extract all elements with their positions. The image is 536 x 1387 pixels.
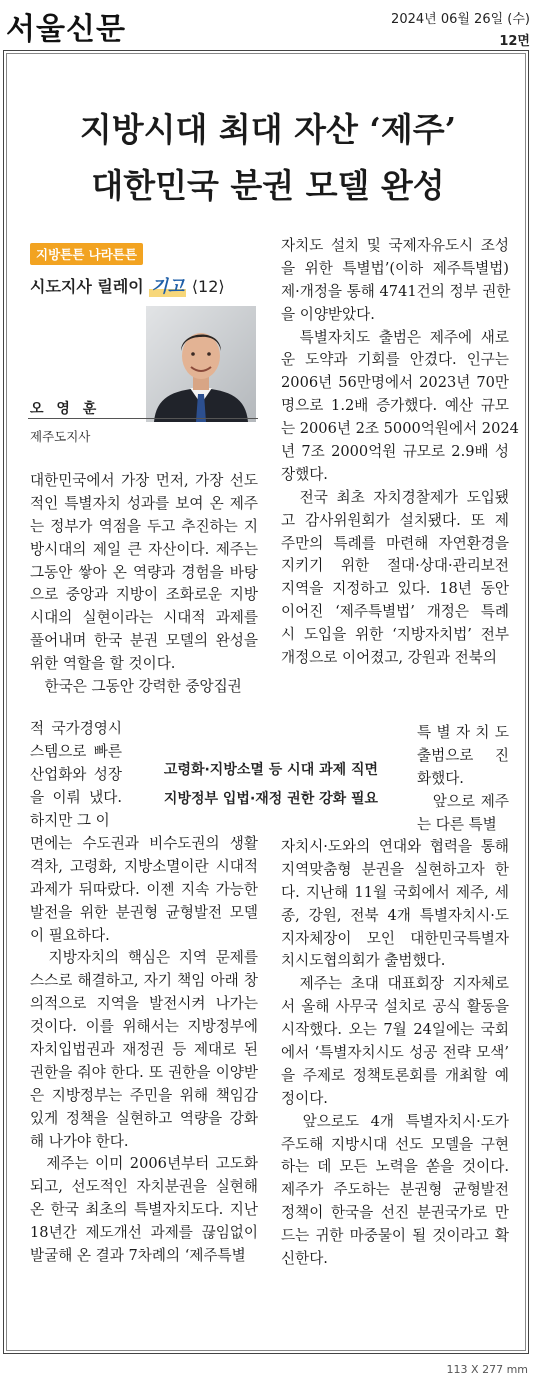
- text-line: 해 나가야 한다.: [30, 1132, 129, 1150]
- text-line: 산업화와 성장: [30, 765, 122, 783]
- text-line: 그동안 쌓아 온 역량과 경험을 바탕: [30, 563, 258, 581]
- author-name: 오 영 훈: [30, 401, 101, 417]
- text-line: 화했다.: [417, 769, 464, 787]
- text-line: 으로 중앙과 지방이 조화로운 지방: [30, 586, 258, 604]
- text-line: 스스로 해결하고, 자기 책임 아래 창: [30, 972, 258, 990]
- text-line: 이어진 ‘제주특별법’ 개정은 특례: [281, 603, 509, 621]
- author-portrait-image: [146, 306, 256, 422]
- text-line: 과제가 뒤따랐다. 이젠 지속 가능한: [30, 880, 258, 898]
- body-column-right-narrow: [417, 722, 509, 836]
- text-line: 제·개정을 통해 4741건의 정부 권한: [281, 282, 511, 300]
- newspaper-masthead: 서울신문: [6, 12, 126, 47]
- text-line: 을 이뤄 냈다.: [30, 788, 122, 806]
- text-line: 을 주제로 정책토론회를 개최할 예: [281, 1066, 509, 1084]
- text-line: 격차, 고령화, 지방소멸이란 시대적: [30, 857, 258, 875]
- text-line: 는 2006년 2조 5000억원에서 2024: [281, 420, 519, 438]
- text-line: 다. 지난해 11월 국회에서 제주, 세: [281, 883, 509, 901]
- text-line: 특 별 자 치 도: [417, 724, 509, 741]
- series-title: [30, 272, 225, 297]
- text-line: 발굴해 온 결과 7차례의 ‘제주특별: [30, 1247, 246, 1265]
- text-line: 전국 최초 자치경찰제가 도입됐: [281, 488, 509, 506]
- text-line: 시대의 실현이라는 시대적 과제를: [30, 609, 258, 627]
- text-line: 는 정부가 역점을 두고 추진하는 지: [30, 517, 258, 535]
- author-title: 제주도지사: [30, 429, 91, 444]
- text-line: 특별자치도 출범은 제주에 새로: [281, 328, 509, 346]
- text-line: 은 지방정부는 주민을 위해 책임감: [30, 1086, 258, 1104]
- author-divider: [28, 418, 258, 419]
- text-line: 의적으로 지역을 발전시켜 나가는: [30, 995, 258, 1013]
- text-line: 드는 귀한 마중물이 될 것이라고 확: [281, 1227, 509, 1245]
- text-line: 이 필요하다.: [30, 926, 110, 944]
- pull-quote: [132, 756, 410, 814]
- text-line: 자치시·도와의 연대와 협력을 통해: [281, 838, 509, 855]
- text-line: 자치입법권과 재정권 등 제대로 된: [30, 1041, 258, 1059]
- text-line: 방시대의 제일 큰 자산이다. 제주는: [30, 540, 258, 558]
- text-line: 하지만 그 이: [30, 811, 110, 829]
- text-line: 정책이 한국을 선진 분권국가로 만: [281, 1204, 509, 1222]
- text-line: 출범으로 진: [417, 746, 509, 764]
- text-line: 년 7조 2000억원 규모로 2.9배 성: [281, 443, 509, 461]
- text-line: 2006년 56만명에서 2023년 70만: [281, 374, 509, 392]
- body-column-right-upper: [281, 235, 519, 670]
- text-line: 적 국가경영시: [30, 720, 122, 737]
- text-line: 적인 특별자치 성과를 보여 온 제주: [30, 494, 258, 512]
- text-line: 면에는 수도권과 비수도권의 생활: [30, 835, 258, 852]
- text-line: 신한다.: [281, 1250, 328, 1268]
- text-line: 앞으로도 4개 특별자치시·도가: [281, 1112, 509, 1130]
- text-line: 는 다른 특별: [417, 815, 497, 833]
- text-line: 지방자치의 핵심은 지역 문제를: [30, 949, 258, 967]
- headline-line-2: 대한민국 분권 모델 완성: [91, 166, 445, 205]
- text-line: 것이다. 이를 위해서는 지방정부에: [30, 1018, 258, 1036]
- text-line: 지역맞춤형 분권을 실현하고자 한: [281, 860, 509, 878]
- headline-line-1: 지방시대 최대 자산 ‘제주’: [79, 110, 457, 149]
- text-line: 권한을 줘야 한다. 또 권한을 이양받: [30, 1063, 258, 1081]
- pull-quote-line-1: 고령화·지방소멸 등 시대 과제 직면: [163, 762, 379, 778]
- text-line: 제주가 주도하는 분권형 균형발전: [281, 1181, 509, 1199]
- text-line: 위한 역할을 할 것이다.: [30, 655, 176, 673]
- text-line: 운 도약과 기회를 안겼다. 인구는: [281, 351, 509, 369]
- series-kigo: 기고: [151, 277, 185, 297]
- text-line: 에서 ‘특별자치시도 성공 전략 모색’: [281, 1044, 509, 1062]
- text-line: 제주는 초대 대표회장 지자체로: [281, 975, 509, 993]
- body-column-right-lower: [281, 836, 509, 1271]
- text-line: 고 감사위원회가 설치됐다. 또 제: [281, 511, 509, 529]
- text-line: 18년간 제도개선 과제를 끊임없이: [30, 1224, 258, 1242]
- text-line: 명으로 1.2배 증가했다. 예산 규모: [281, 397, 509, 415]
- text-line: 온 한국 최초의 특별자치도다. 지난: [30, 1201, 258, 1219]
- text-line: 자치도 설치 및 국제자유도시 조성: [281, 237, 509, 254]
- text-line: 발전을 위한 분권형 균형발전 모델: [30, 903, 258, 921]
- text-line: 시작했다. 오는 7월 24일에는 국회: [281, 1021, 509, 1039]
- page-number: 12면: [499, 34, 530, 49]
- text-line: 장했다.: [281, 465, 328, 483]
- text-line: 한국은 그동안 강력한 중앙집권: [30, 678, 242, 696]
- text-line: 있게 정책을 실현하고 역량을 강화: [30, 1109, 258, 1127]
- text-line: 개정으로 이어졌고, 강원과 전북의: [281, 649, 497, 667]
- body-column-left-upper: [30, 470, 258, 699]
- text-line: 하는 데 모든 노력을 쏟을 것이다.: [281, 1158, 509, 1176]
- text-line: 정이다.: [281, 1089, 328, 1107]
- text-line: 지자체장이 모인 대한민국특별자: [281, 929, 509, 947]
- text-line: 대한민국에서 가장 먼저, 가장 선도: [30, 472, 258, 489]
- text-line: 을 위한 특별법’(이하 제주특별법): [281, 259, 509, 277]
- clipping-size: 113 X 277 mm: [446, 1363, 528, 1376]
- text-line: 시 도입을 위한 ‘지방자치법’ 전부: [281, 626, 509, 644]
- text-line: 되고, 선도적인 자치분권을 실현해: [30, 1178, 258, 1196]
- body-column-left-narrow: [30, 718, 122, 832]
- text-line: 스템으로 빠른: [30, 742, 122, 760]
- text-line: 서 올해 사무국 설치로 공식 활동을: [281, 998, 509, 1016]
- text-line: 치시도협의회가 출범했다.: [281, 952, 446, 970]
- text-line: 풀어내며 한국 분권 모델의 완성을: [30, 632, 258, 650]
- text-line: 주만의 특례를 마련해 자연환경을: [281, 534, 509, 552]
- text-line: 주도해 지방시대 선도 모델을 구현: [281, 1135, 509, 1153]
- body-column-left-lower: [30, 833, 258, 1268]
- text-line: 지역을 지정하고 있다. 18년 동안: [281, 580, 509, 598]
- text-line: 앞으로 제주: [417, 792, 509, 810]
- author-photo: [146, 306, 256, 422]
- text-line: 종, 강원, 전북 4개 특별자치시·도: [281, 906, 509, 924]
- column-tag: 지방튼튼 나라튼튼: [30, 243, 143, 265]
- text-line: 지키기 위한 절대·상대·관리보전: [281, 557, 509, 575]
- series-prefix: 시도지사 릴레이: [30, 277, 144, 296]
- text-line: 을 이양받았다.: [281, 305, 375, 323]
- text-line: 제주는 이미 2006년부터 고도화: [30, 1155, 258, 1173]
- series-number: ⟨12⟩: [191, 277, 225, 296]
- publication-date: 2024년 06월 26일 (수): [391, 12, 530, 27]
- pull-quote-line-2: 지방정부 입법·재정 권한 강화 필요: [163, 791, 379, 807]
